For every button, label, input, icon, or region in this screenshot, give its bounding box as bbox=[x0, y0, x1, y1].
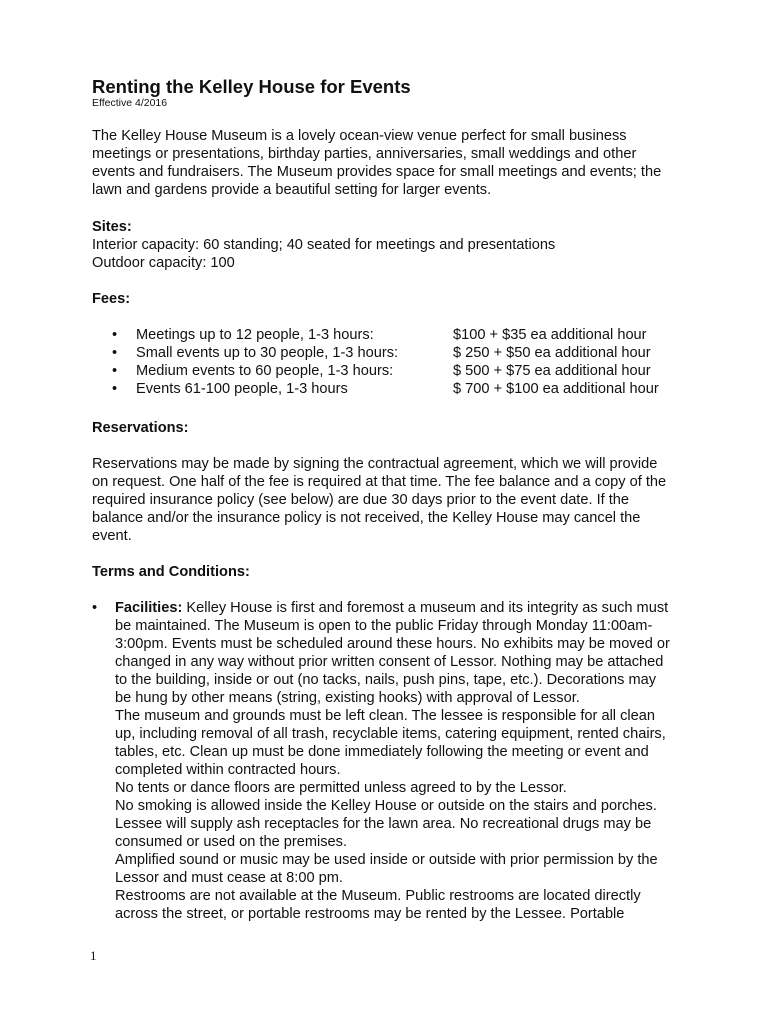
fee-price: $ 500 + $75 ea additional hour bbox=[453, 363, 651, 379]
terms-heading: Terms and Conditions: bbox=[92, 564, 250, 580]
effective-date: Effective 4/2016 bbox=[92, 97, 168, 109]
reservations-line: required insurance policy (see below) are due 30 days prior to the event date. If the bbox=[92, 492, 630, 508]
fee-item bbox=[112, 326, 712, 344]
fee-item bbox=[112, 380, 712, 398]
fee-description: Small events up to 30 people, 1-3 hours: bbox=[136, 345, 399, 361]
facilities-line: Restrooms are not available at the Museum. Public restrooms are located directly bbox=[115, 888, 641, 904]
reservations-line: balance and/or the insurance policy is not received, the Kelley House may cancel the bbox=[92, 510, 641, 526]
intro-line: lawn and gardens provide a beautiful setting for larger events. bbox=[92, 182, 492, 198]
reservations-line: Reservations may be made by signing the contractual agreement, which we will provide bbox=[92, 456, 658, 472]
bullet-icon: • bbox=[112, 381, 118, 397]
facilities-line: be hung by other means (string, existing hooks) with approval of Lessor. bbox=[115, 690, 580, 706]
facilities-line: be maintained. The Museum is open to the public Friday through Monday 11:00am- bbox=[115, 618, 653, 634]
reservations-paragraph bbox=[92, 455, 702, 545]
facilities-line: completed within contracted hours. bbox=[115, 762, 341, 778]
page-number: 1 bbox=[90, 948, 97, 963]
facilities-label: Facilities: bbox=[115, 600, 183, 616]
facilities-line: No smoking is allowed inside the Kelley House or outside on the stairs and porches. bbox=[115, 798, 657, 814]
fee-item bbox=[112, 344, 712, 362]
facilities-line: Amplified sound or music may be used inside or outside with prior permission by the bbox=[115, 852, 658, 868]
reservations-line: on request. One half of the fee is required at that time. The fee balance and a copy of the bbox=[92, 474, 667, 490]
fee-price: $100 + $35 ea additional hour bbox=[453, 327, 647, 343]
facilities-line: tables, etc. Clean up must be done immediately following the meeting or event and bbox=[115, 744, 649, 760]
fee-price: $ 700 + $100 ea additional hour bbox=[453, 381, 659, 397]
document-title: Renting the Kelley House for Events bbox=[92, 76, 411, 97]
facilities-line: Lessee will supply ash receptacles for the lawn area. No recreational drugs may be bbox=[115, 816, 652, 832]
intro-line: events and fundraisers. The Museum provides space for small meetings and events; the bbox=[92, 164, 662, 180]
fee-description: Medium events to 60 people, 1-3 hours: bbox=[136, 363, 394, 379]
fee-description: Events 61-100 people, 1-3 hours bbox=[136, 381, 348, 397]
facilities-line: to the building, inside or out (no tacks, nails, push pins, tape, etc.). Decorations may bbox=[115, 672, 657, 688]
facilities-text bbox=[115, 599, 695, 923]
bullet-icon: • bbox=[112, 363, 118, 379]
fees-heading: Fees: bbox=[92, 291, 131, 307]
facilities-line: The museum and grounds must be left clean. The lessee is responsible for all clean bbox=[115, 708, 655, 724]
reservations-line: event. bbox=[92, 528, 132, 544]
intro-paragraph bbox=[92, 127, 702, 199]
facilities-line: consumed or used on the premises. bbox=[115, 834, 348, 850]
bullet-icon: • bbox=[112, 327, 118, 343]
facilities-line: changed in any way without prior written consent of Lessor. Nothing may be attached bbox=[115, 654, 664, 670]
fee-description: Meetings up to 12 people, 1-3 hours: bbox=[136, 327, 374, 343]
facilities-line: Facilities: Kelley House is first and foremost a museum and its integrity as such must bbox=[115, 600, 669, 616]
fee-item bbox=[112, 362, 712, 380]
reservations-heading: Reservations: bbox=[92, 420, 189, 436]
interior-capacity: Interior capacity: 60 standing; 40 seated for meetings and presentations bbox=[92, 237, 556, 253]
sites-heading: Sites: bbox=[92, 219, 132, 235]
facilities-line: across the street, or portable restrooms may be rented by the Lessee. Portable bbox=[115, 906, 625, 922]
fee-price: $ 250 + $50 ea additional hour bbox=[453, 345, 651, 361]
facilities-line: 3:00pm. Events must be scheduled around these hours. No exhibits may be moved or bbox=[115, 636, 670, 652]
bullet-icon: • bbox=[112, 345, 118, 361]
outdoor-capacity: Outdoor capacity: 100 bbox=[92, 255, 235, 271]
facilities-line: up, including removal of all trash, recyclable items, catering equipment, rented chairs, bbox=[115, 726, 666, 742]
bullet-icon: • bbox=[92, 600, 98, 616]
facilities-line: Lessor and must cease at 8:00 pm. bbox=[115, 870, 343, 886]
facilities-line: No tents or dance floors are permitted unless agreed to by the Lessor. bbox=[115, 780, 567, 796]
intro-line: The Kelley House Museum is a lovely ocean-view venue perfect for small business bbox=[92, 128, 627, 144]
intro-line: meetings or presentations, birthday parties, anniversaries, small weddings and other bbox=[92, 146, 637, 162]
